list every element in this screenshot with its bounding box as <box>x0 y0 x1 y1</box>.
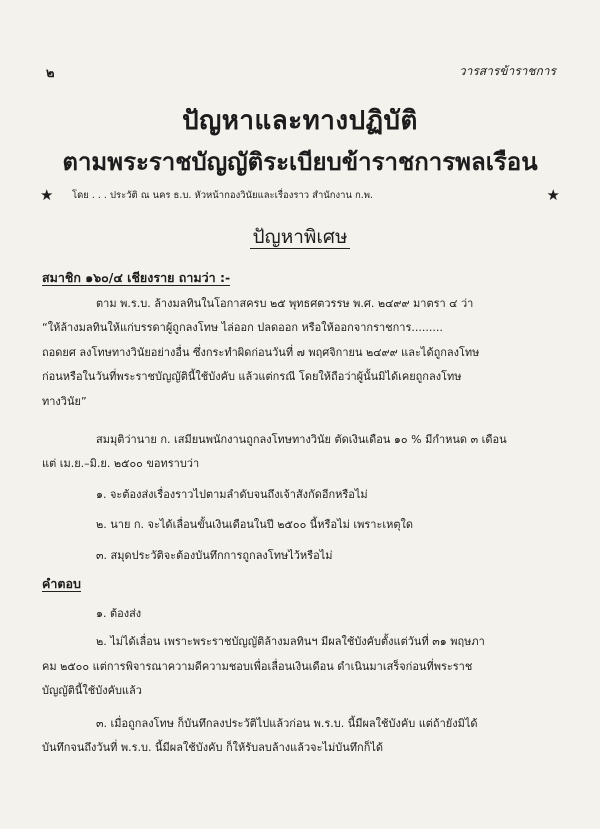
answer-item: ๑. ต้องส่ง <box>96 607 142 620</box>
answer-line: บัญญัตินี้ใช้บังคับแล้ว <box>42 684 142 697</box>
byline: โดย . . . ประวัติ ณ นคร ธ.บ. หัวหน้ากองวินัยและเรื่องราว สำนักงาน ก.พ. <box>72 190 374 201</box>
question-line: ทางวินัย” <box>42 395 87 408</box>
title-line-1: ปัญหาและทางปฏิบัติ <box>182 106 418 136</box>
question-line: แต่ เม.ย.–มิ.ย. ๒๕๐๐ ขอทราบว่า <box>42 457 200 470</box>
answer-line: บันทึกจนถึงวันที่ พ.ร.บ. นี้มีผลใช้บังคับ ก็ให้รับลบล้างแล้วจะไม่บันทึกก็ได้ <box>42 741 384 754</box>
page-number: ๒ <box>46 66 55 81</box>
answer-line: ๒. ไม่ได้เลื่อน เพราะพระราชบัญญัติล้างมลทินฯ มีผลใช้บังคับตั้งแต่วันที่ ๓๑ พฤษภา <box>96 635 485 648</box>
title-line-2: ตามพระราชบัญญัติระเบียบข้าราชการพลเรือน <box>62 147 538 176</box>
question-item: ๓. สมุดประวัติจะต้องบันทึกการถูกลงโทษไว้หรือไม่ <box>96 549 333 562</box>
question-line: สมมุติว่านาย ก. เสมียนพนักงานถูกลงโทษทางวินัย ตัดเงินเดือน ๑๐ % มีกำหนด ๓ เดือน <box>96 433 507 446</box>
question-item: ๑. จะต้องส่งเรื่องราวไปตามลำดับจนถึงเจ้าสังกัดอีกหรือไม่ <box>96 488 368 501</box>
running-head: วารสารข้าราชการ <box>458 64 556 78</box>
star-icon: ★ <box>40 186 54 204</box>
question-line: ตาม พ.ร.บ. ล้างมลทินในโอกาสครบ ๒๕ พุทธศตวรรษ พ.ศ. ๒๔๙๙ มาตรา ๔ ว่า <box>96 297 474 310</box>
question-line: ก่อนหรือในวันที่พระราชบัญญัตินี้ใช้บังคับ แล้วแต่กรณี โดยให้ถือว่าผู้นั้นมิได้เคยถูกลงโทษ <box>42 370 462 383</box>
answer-heading: คำตอบ <box>42 576 81 591</box>
star-icon: ★ <box>546 186 560 204</box>
question-item: ๒. นาย ก. จะได้เลื่อนขั้นเงินเดือนในปี ๒๕๐๐ นี้หรือไม่ เพราะเหตุใด <box>96 518 414 531</box>
answer-line: คม ๒๕๐๐ แต่การพิจารณาความดีความชอบเพื่อเลื่อนเงินเดือน ดำเนินมาเสร็จก่อนที่พระราช <box>42 660 473 673</box>
question-line: “ให้ล้างมลทินให้แก่บรรดาผู้ถูกลงโทษ ไล่ออก ปลดออก หรือให้ออกจากราชการ......... <box>42 321 443 334</box>
section-heading: ปัญหาพิเศษ <box>252 226 348 248</box>
question-line: ถอดยศ ลงโทษทางวินัยอย่างอื่น ซึ่งกระทำผิดก่อนวันที่ ๗ พฤศจิกายน ๒๔๙๙ และได้ถูกลงโทษ <box>42 346 480 359</box>
answer-line: ๓. เมื่อถูกลงโทษ ก็บันทึกลงประวัติไปแล้วก่อน พ.ร.บ. นี้มีผลใช้บังคับ แต่ถ้ายังมิได้ <box>96 717 478 730</box>
member-question-line: สมาชิก ๑๖๐/๔ เชียงราย ถามว่า :- <box>42 270 231 285</box>
